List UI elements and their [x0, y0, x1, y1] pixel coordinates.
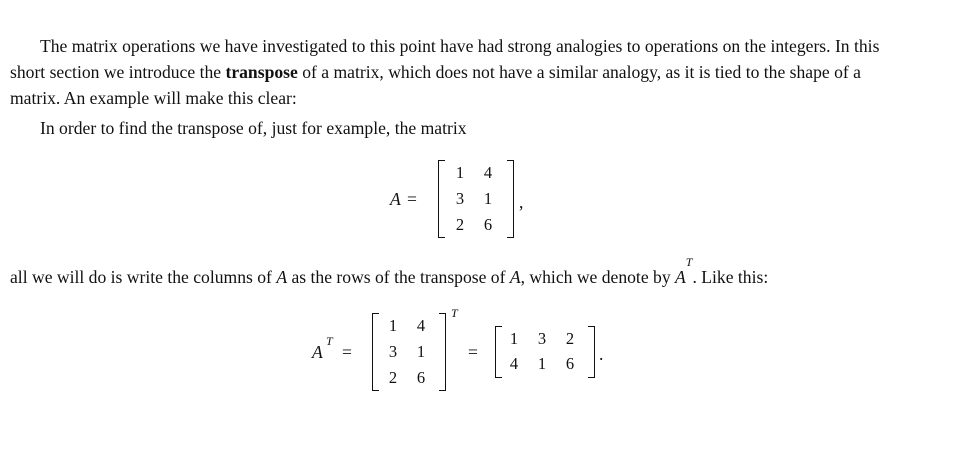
variable-a: A [509, 267, 521, 287]
equals-sign: = [468, 342, 478, 362]
right-bracket [507, 160, 514, 238]
matrix-cell: 2 [455, 215, 465, 234]
matrix-cell: 3 [537, 329, 547, 348]
matrix-cell: 1 [388, 316, 398, 335]
right-bracket [588, 326, 595, 378]
matrix-cell: 1 [416, 342, 426, 361]
example-lead-paragraph: In order to find the transpose of, just for example, the matrix [40, 118, 467, 138]
equals-sign: = [407, 189, 417, 209]
variable-a: A [675, 267, 686, 287]
trailing-comma: , [519, 192, 524, 212]
transpose-description-paragraph [10, 255, 915, 290]
transposed-matrix [495, 326, 595, 378]
matrix-cell: 6 [483, 215, 493, 234]
matrix-cell: 6 [565, 354, 575, 373]
left-bracket [438, 160, 445, 238]
matrix-cell: 1 [483, 189, 493, 208]
text-segment: all we will do is write the columns of [10, 267, 277, 287]
right-bracket [439, 313, 446, 391]
intro-paragraph [10, 33, 915, 111]
a-transpose-label: A [312, 342, 323, 362]
matrix-a [438, 160, 514, 238]
transpose-term: transpose [225, 62, 298, 82]
text-segment: , which we denote by [520, 267, 676, 287]
text-segment: . Like this: [692, 267, 769, 287]
a-transpose-superscript: T [326, 334, 333, 348]
matrix-a-copy [372, 313, 446, 391]
text-segment: as the rows of the transpose of [287, 267, 510, 287]
matrix-cell: 2 [565, 329, 575, 348]
matrix-cell: 2 [388, 368, 398, 387]
matrix-cell: 4 [509, 354, 519, 373]
matrix-cell: 4 [416, 316, 426, 335]
matrix-a-label: A [390, 189, 401, 209]
trailing-period: . [599, 344, 604, 364]
transpose-superscript: T [685, 255, 693, 269]
matrix-cell: 1 [455, 163, 465, 182]
intro-text-end: of a matrix, which does not have a similar analogy, as it is tied to the shape of a matrix. An example will make this clear: [10, 62, 861, 108]
matrix-cell: 6 [416, 368, 426, 387]
matrix-transpose-superscript: T [451, 306, 458, 320]
matrix-cell: 4 [483, 163, 493, 182]
matrix-cell: 1 [537, 354, 547, 373]
matrix-cell: 3 [455, 189, 465, 208]
equals-sign: = [342, 342, 352, 362]
left-bracket [495, 326, 502, 378]
matrix-cell: 3 [388, 342, 398, 361]
variable-a: A [276, 267, 288, 287]
left-bracket [372, 313, 379, 391]
intro-text-start: The matrix operations we have investigated to this point have had strong analogies to operations on the integers. In this short section we introduce the [10, 36, 880, 82]
matrix-cell: 1 [509, 329, 519, 348]
